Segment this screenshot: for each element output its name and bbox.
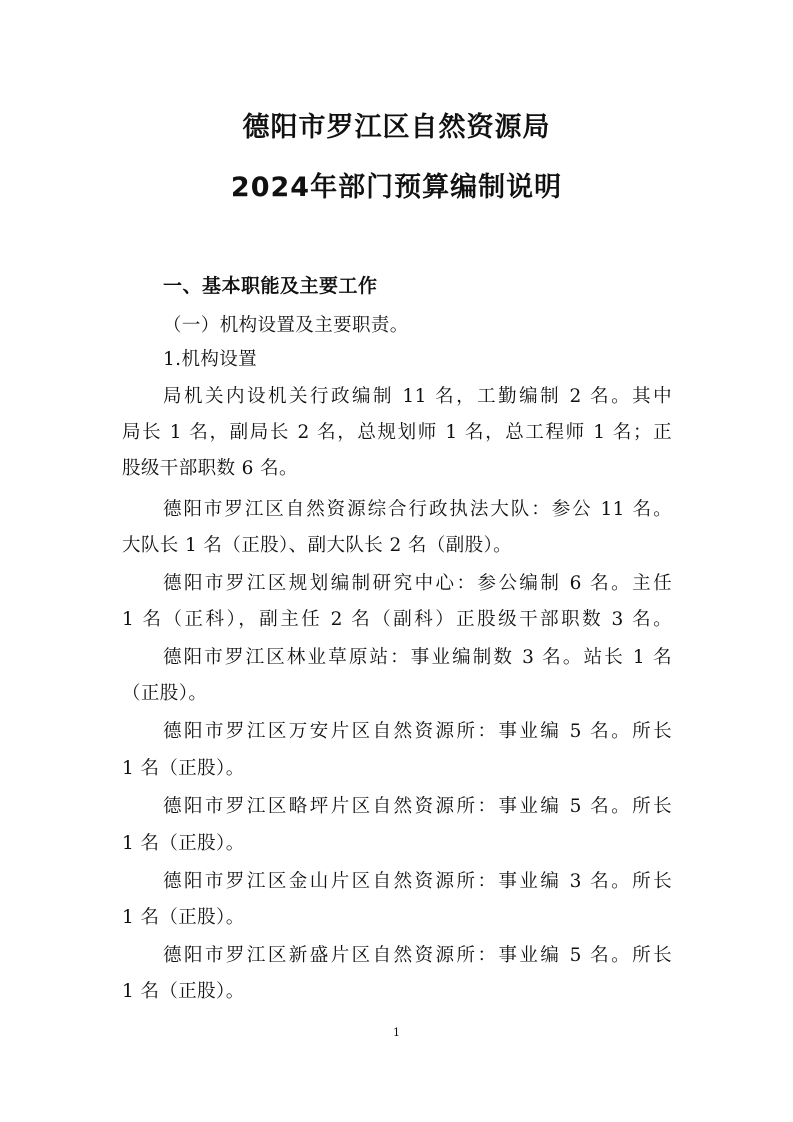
page-number: 1: [393, 1026, 400, 1039]
paragraph-line: 局长 1 名，副局长 2 名，总规划师 1 名，总工程师 1 名；正: [122, 422, 672, 443]
paragraph-line: 德阳市罗江区略坪片区自然资源所：事业编 5 名。所长: [163, 796, 672, 817]
paragraph-line: 1 名（正科），副主任 2 名（副科）正股级干部职数 3 名。: [122, 609, 672, 630]
paragraph-line: 德阳市罗江区自然资源综合行政执法大队：参公 11 名。: [163, 499, 672, 520]
paragraph-line: （正股）。: [122, 683, 208, 704]
paragraph-line: 德阳市罗江区规划编制研究中心：参公编制 6 名。主任: [163, 573, 672, 594]
document-title-line1: 德阳市罗江区自然资源局: [242, 112, 551, 143]
paragraph-line: 德阳市罗江区新盛片区自然资源所：事业编 5 名。所长: [163, 945, 672, 966]
paragraph-line: 德阳市罗江区金山片区自然资源所：事业编 3 名。所长: [163, 871, 672, 892]
paragraph-line: 1 名（正股）。: [122, 758, 245, 779]
paragraph-line: 德阳市罗江区万安片区自然资源所：事业编 5 名。所长: [163, 721, 672, 742]
paragraph-line: 德阳市罗江区林业草原站：事业编制数 3 名。站长 1 名: [163, 647, 672, 668]
paragraph-line: 股级干部职数 6 名。: [122, 458, 298, 479]
paragraph-line: 大队长 1 名（正股）、副大队长 2 名（副股）。: [122, 535, 513, 556]
paragraph-line: 1 名（正股）。: [122, 907, 245, 928]
section-heading: 一、基本职能及主要工作: [163, 275, 378, 297]
paragraph-line: 1 名（正股）。: [122, 981, 245, 1002]
document-title-line2: 2024年部门预算编制说明: [230, 172, 563, 203]
subsection-heading: （一）机构设置及主要职责。: [163, 315, 409, 336]
item-heading: 1.机构设置: [163, 349, 258, 370]
paragraph-line: 局机关内设机关行政编制 11 名，工勤编制 2 名。其中: [163, 386, 672, 407]
paragraph-line: 1 名（正股）。: [122, 833, 245, 854]
